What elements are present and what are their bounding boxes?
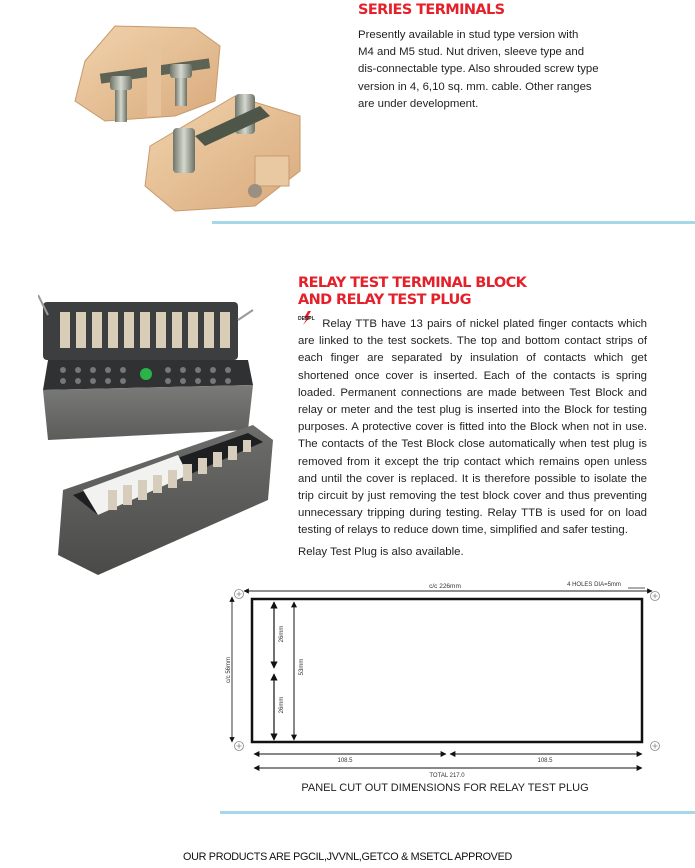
diagram-caption: PANEL CUT OUT DIMENSIONS FOR RELAY TEST PLUG (301, 782, 589, 794)
series-terminals-line: dis-connectable type. Also shrouded screw type (358, 63, 599, 76)
cc-width-label: c/c 226mm (429, 583, 461, 590)
half-right-label: 108.5 (537, 758, 553, 764)
cc-height-label: c/c 56mm (226, 656, 232, 684)
mounting-hole-top-left (235, 590, 244, 599)
half-left-label: 108.5 (337, 758, 353, 764)
holes-label: 4 HOLES DIA=5mm (567, 582, 621, 588)
section-divider-bottom (220, 811, 695, 814)
cutout-rectangle (252, 599, 642, 742)
mounting-hole-bottom-right (651, 742, 660, 751)
total-label: TOTAL 217.0 (429, 773, 465, 779)
inner-upper-label: 26mm (279, 625, 285, 643)
relay-ttb-heading-line1: RELAY TEST TERMINAL BLOCK (298, 275, 527, 291)
relay-ttb-paragraph-text: Relay TTB have 13 pairs of nickel plated finger contacts which are linked to the test sockets. The top and bottom contact strips of each finger are separated by insulation of contacts which get shortened once cover is inserted. Each of the contacts is spring loaded. Permanent connections are made between Test Block and relay or meter and the test plug is inserted into the Block for testing purposes. A protective cover is fitted into the Block when not in use. The contacts of the Test Block close automatically when test plug is removed from it except the trip contact which remains open unless and until the cover is replaced. It is therefore possible to isolate the trip circuit by just removing the test block cover and thus preventing unnecessary tripping during testing. Relay TTB is used for on load testing of relays to reduce down time, simplified and safer testing. (298, 318, 648, 537)
series-terminals-line: version in 4, 6,10 sq. mm. cable. Other ranges (358, 80, 592, 93)
inner-total-label: 53mm (299, 658, 305, 676)
approval-footer: OUR PRODUCTS ARE PGCIL,JVVNL,GETCO & MSETCL APPROVED (183, 851, 512, 863)
series-terminals-line: M4 and M5 stud. Nut driven, sleeve type and (358, 46, 585, 59)
series-terminals-line: are under development. (358, 97, 479, 110)
relay-test-plug-note: Relay Test Plug is also available. (298, 545, 464, 558)
deepl-logo-text: DEEPL (298, 316, 315, 322)
inner-lower-label: 26mm (279, 696, 285, 714)
mounting-hole-bottom-left (235, 742, 244, 751)
mounting-hole-top-right (651, 592, 660, 601)
relay-ttb-heading-line2: AND RELAY TEST PLUG (298, 292, 471, 308)
series-terminals-heading: SERIES TERMINALS (358, 2, 505, 18)
series-terminals-line: Presently available in stud type version with (358, 29, 579, 41)
